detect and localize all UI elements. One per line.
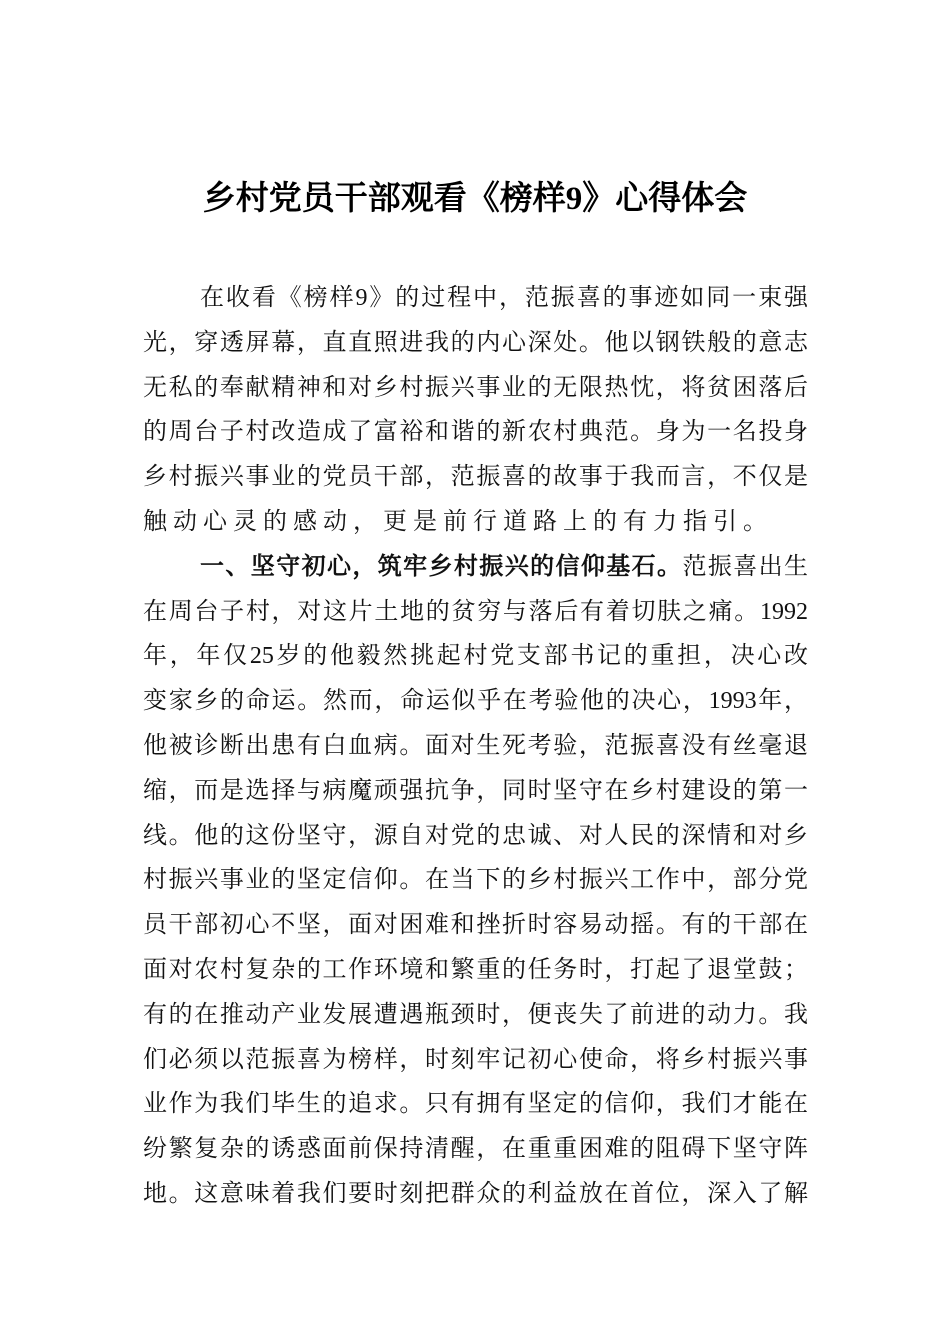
paragraph-line: 缩，而是选择与病魔顽强抗争，同时坚守在乡村建设的第一 [143, 777, 808, 804]
paragraph-line: 业作为我们毕生的追求。只有拥有坚定的信仰，我们才能在 [143, 1091, 808, 1118]
paragraph-line: 无私的奉献精神和对乡村振兴事业的无限热忱，将贫困落后 [143, 374, 808, 401]
section-heading: 一、坚守初心，筑牢乡村振兴的信仰基石。 [200, 552, 683, 580]
paragraph-line: 在收看《榜样9》的过程中，范振喜的事迹如同一束强 [200, 285, 808, 311]
paragraph-line: 们必须以范振喜为榜样，时刻牢记初心使命，将乡村振兴事 [143, 1046, 808, 1073]
paragraph-line: 触动心灵的感动，更是前行道路上的有力指引。 [143, 508, 773, 535]
paragraph-line: 变家乡的命运。然而，命运似乎在考验他的决心，1993年， [143, 688, 808, 715]
paragraph-line: 员干部初心不坚，面对困难和挫折时容易动摇。有的干部在 [143, 912, 808, 939]
document-title: 乡村党员干部观看《榜样9》心得体会 [202, 181, 748, 217]
section-lead-text: 范振喜出生 [682, 553, 809, 580]
paragraph-line: 地。这意味着我们要时刻把群众的利益放在首位，深入了解 [143, 1180, 808, 1207]
section-heading-line [143, 545, 808, 590]
paragraph-line: 面对农村复杂的工作环境和繁重的任务时，打起了退堂鼓； [143, 956, 808, 983]
paragraph-line: 村振兴事业的坚定信仰。在当下的乡村振兴工作中，部分党 [143, 867, 808, 894]
paragraph-line: 他被诊断出患有白血病。面对生死考验，范振喜没有丝毫退 [143, 732, 808, 759]
document-body [143, 276, 808, 1217]
paragraph-line: 线。他的这份坚守，源自对党的忠诚、对人民的深情和对乡 [143, 822, 808, 849]
paragraph-line: 纷繁复杂的诱惑面前保持清醒，在重重困难的阻碍下坚守阵 [143, 1136, 808, 1163]
paragraph-line: 的周台子村改造成了富裕和谐的新农村典范。身为一名投身 [143, 419, 808, 446]
paragraph-line: 在周台子村，对这片土地的贫穷与落后有着切肤之痛。1992 [143, 598, 808, 625]
paragraph-line: 有的在推动产业发展遭遇瓶颈时，便丧失了前进的动力。我 [143, 1001, 808, 1028]
paragraph-line: 年，年仅25岁的他毅然挑起村党支部书记的重担，决心改 [143, 643, 808, 670]
paragraph-line: 乡村振兴事业的党员干部，范振喜的故事于我而言，不仅是 [143, 464, 808, 491]
paragraph-line: 光，穿透屏幕，直直照进我的内心深处。他以钢铁般的意志 [143, 329, 808, 356]
